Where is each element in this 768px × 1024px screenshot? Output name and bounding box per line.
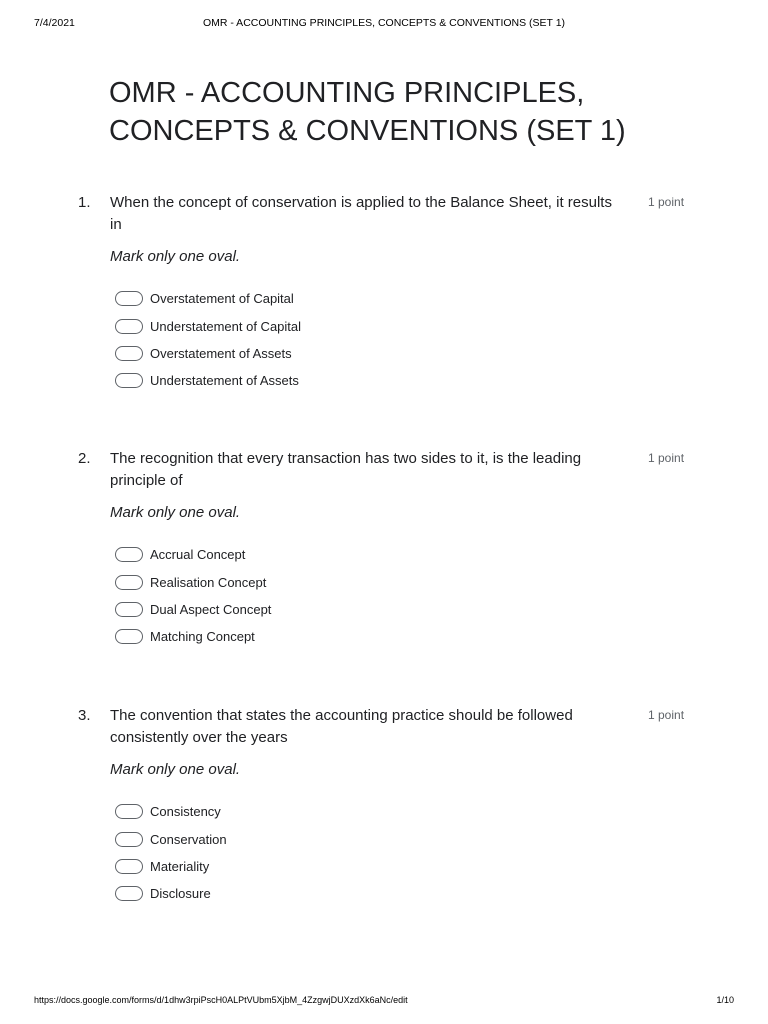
radio-option[interactable] (115, 825, 227, 852)
question-instruction: Mark only one oval. (110, 761, 241, 778)
radio-option[interactable] (115, 798, 227, 825)
question-points: 1 point (648, 708, 685, 722)
option-label: Consistency (150, 804, 221, 820)
radio-option[interactable] (115, 285, 301, 312)
question-number: 3. (78, 707, 91, 724)
form-title-line-1: OMR - ACCOUNTING PRINCIPLES, (109, 77, 585, 109)
radio-oval[interactable] (115, 291, 143, 306)
option-list (115, 541, 271, 651)
option-label: Overstatement of Capital (150, 291, 294, 307)
radio-oval[interactable] (115, 804, 143, 819)
page-url: https://docs.google.com/forms/d/1dhw3rpiPscH0ALPtVUbm5XjbM_4ZzgwjDUXzdXk6aNc/edit (34, 995, 408, 1005)
radio-option[interactable] (115, 312, 301, 339)
question-number: 1. (78, 194, 91, 211)
radio-oval[interactable] (115, 575, 143, 590)
radio-oval[interactable] (115, 629, 143, 644)
option-label: Disclosure (150, 886, 211, 902)
radio-oval[interactable] (115, 832, 143, 847)
radio-option[interactable] (115, 541, 271, 568)
radio-oval[interactable] (115, 373, 143, 388)
form-title-line-2: CONCEPTS & CONVENTIONS (SET 1) (109, 115, 626, 147)
print-header (34, 17, 734, 31)
radio-option[interactable] (115, 853, 227, 880)
radio-oval[interactable] (115, 319, 143, 334)
radio-oval[interactable] (115, 886, 143, 901)
option-label: Accrual Concept (150, 547, 246, 563)
question-text: The convention that states the accounting practice should be followed consistently over the years (110, 707, 573, 746)
print-date: 7/4/2021 (34, 17, 75, 29)
radio-option[interactable] (115, 340, 301, 367)
radio-option[interactable] (115, 880, 227, 907)
question-points: 1 point (648, 451, 685, 465)
radio-oval[interactable] (115, 859, 143, 874)
radio-oval[interactable] (115, 547, 143, 562)
radio-option[interactable] (115, 623, 271, 650)
option-label: Dual Aspect Concept (150, 601, 272, 617)
option-label: Understatement of Assets (150, 373, 299, 389)
radio-option[interactable] (115, 367, 301, 394)
option-label: Matching Concept (150, 629, 255, 645)
form-title (109, 74, 709, 150)
print-document-title: OMR - ACCOUNTING PRINCIPLES, CONCEPTS & CONVENTIONS (SET 1) (202, 17, 566, 29)
question-text: When the concept of conservation is applied to the Balance Sheet, it results in (110, 194, 612, 233)
option-list (115, 285, 301, 395)
option-label: Materiality (150, 858, 210, 874)
option-label: Understatement of Capital (150, 318, 302, 334)
page-number: 1/10 (716, 995, 734, 1005)
option-label: Realisation Concept (150, 574, 267, 590)
radio-option[interactable] (115, 596, 271, 623)
radio-oval[interactable] (115, 602, 143, 617)
option-label: Overstatement of Assets (150, 345, 292, 361)
radio-option[interactable] (115, 568, 271, 595)
option-list (115, 798, 227, 908)
print-footer (34, 995, 734, 1009)
question-instruction: Mark only one oval. (110, 248, 241, 265)
question-points: 1 point (648, 195, 685, 209)
radio-oval[interactable] (115, 346, 143, 361)
question-text: The recognition that every transaction has two sides to it, is the leading principle of (110, 450, 582, 489)
question-number: 2. (78, 450, 91, 467)
option-label: Conservation (150, 831, 227, 847)
question-instruction: Mark only one oval. (110, 504, 241, 521)
